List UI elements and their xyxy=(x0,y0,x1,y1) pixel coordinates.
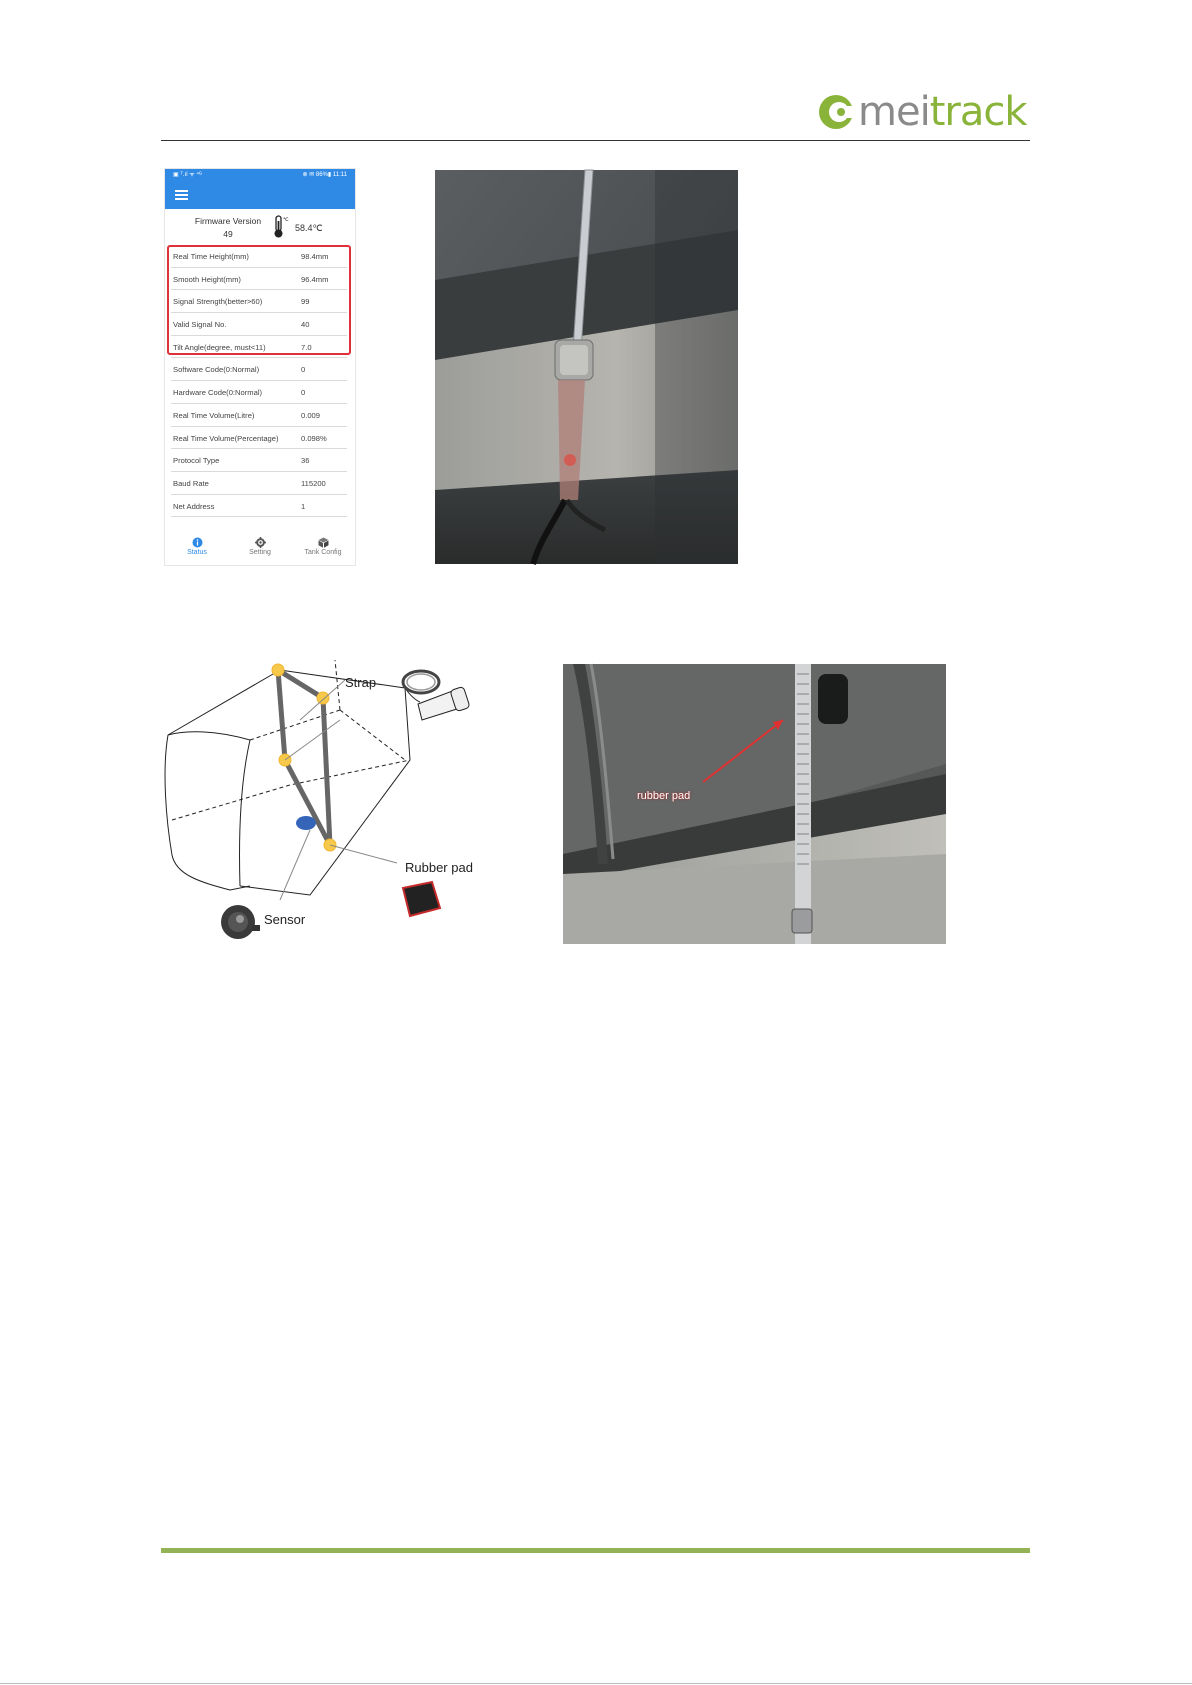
phone-status-bar xyxy=(165,169,355,181)
status-row-key: Smooth Height(mm) xyxy=(173,274,241,284)
firmware-label: Firmware Version xyxy=(194,216,262,226)
page-bottom-edge xyxy=(0,1683,1192,1684)
logo-text-suffix: track xyxy=(929,89,1027,135)
rubber-pad-photo xyxy=(563,664,946,944)
status-row xyxy=(171,404,347,427)
status-row xyxy=(171,495,347,518)
status-row xyxy=(171,449,347,472)
firmware-value: 49 xyxy=(223,229,233,239)
status-row-value: 0.009 xyxy=(301,410,321,420)
status-row xyxy=(171,427,347,450)
sensor-label: Sensor xyxy=(264,912,306,927)
tank-strap-diagram xyxy=(160,660,490,950)
status-row-value: 7.0 xyxy=(301,342,312,352)
status-row-key: Hardware Code(0:Normal) xyxy=(173,388,263,398)
status-row-value: 99 xyxy=(301,297,310,307)
sensor-installation-image xyxy=(435,170,738,564)
status-bar-right: ⊗ ✉ 86%▮ 11:11 xyxy=(302,172,347,178)
tab-tank-config-label: Tank Config xyxy=(304,549,342,556)
svg-text:℃: ℃ xyxy=(283,217,289,223)
status-bar-left: ▣ ᵀ.ıl ᯤ ⁴ᴳ xyxy=(173,172,202,178)
status-row-key: Valid Signal No. xyxy=(173,320,227,330)
strap-clamp-icon xyxy=(403,671,439,693)
status-row-key: Real Time Volume(Percentage) xyxy=(173,433,279,443)
firmware-version xyxy=(173,215,283,241)
tab-setting-label: Setting xyxy=(249,549,271,556)
info-icon xyxy=(192,537,203,548)
meitrack-logo-mark-icon xyxy=(816,92,856,132)
status-row-value: 1 xyxy=(301,501,306,511)
bottom-tab-bar xyxy=(165,537,355,565)
gear-icon xyxy=(255,537,266,548)
app-bar xyxy=(165,181,355,209)
status-row-value: 0.098% xyxy=(301,433,327,443)
status-row-value: 115200 xyxy=(301,478,326,488)
logo-text-prefix: mei xyxy=(858,89,930,135)
header-divider xyxy=(161,140,1030,141)
status-row-key: Tilt Angle(degree, must<11) xyxy=(173,342,266,352)
rubber-pad-icon xyxy=(403,882,440,916)
status-row-key: Signal Strength(better>60) xyxy=(173,297,263,307)
sensor-device-icon xyxy=(221,905,260,939)
installation-diagram xyxy=(160,660,490,950)
status-row-value: 36 xyxy=(301,456,310,466)
meitrack-logo xyxy=(816,89,1027,136)
thermometer-icon xyxy=(272,215,288,239)
status-row-key: Protocol Type xyxy=(173,456,220,466)
status-row-key: Net Address xyxy=(173,501,215,511)
cube-icon xyxy=(318,537,329,548)
rubber-pad-annotation: rubber pad xyxy=(637,790,691,802)
status-row-value: 96.4mm xyxy=(301,274,329,284)
temperature-value: 58.4℃ xyxy=(295,223,323,233)
highlight-box xyxy=(167,245,351,355)
strap-label: Strap xyxy=(345,675,377,690)
footer-divider xyxy=(161,1548,1030,1553)
status-row xyxy=(171,358,347,381)
tab-status-label: Status xyxy=(187,549,207,556)
status-row-value: 40 xyxy=(301,320,310,330)
status-row-key: Software Code(0:Normal) xyxy=(173,365,260,375)
phone-screenshot xyxy=(164,168,356,566)
status-row-value: 98.4mm xyxy=(301,252,329,261)
status-row xyxy=(171,381,347,404)
status-row-key: Real Time Volume(Litre) xyxy=(173,410,255,420)
status-row-key: Real Time Height(mm) xyxy=(173,252,249,261)
tab-setting[interactable] xyxy=(228,537,292,556)
sensor-installation-photo xyxy=(435,170,738,564)
rubber-pad-label: Rubber pad xyxy=(405,860,473,875)
status-row-value: 0 xyxy=(301,365,306,375)
rubber-pad-image xyxy=(563,664,946,944)
status-row xyxy=(171,472,347,495)
hamburger-menu-icon[interactable] xyxy=(175,190,188,200)
tab-status[interactable] xyxy=(165,537,229,556)
status-row-key: Baud Rate xyxy=(173,478,209,488)
status-row-value: 0 xyxy=(301,388,306,398)
tab-tank-config[interactable] xyxy=(291,537,355,556)
